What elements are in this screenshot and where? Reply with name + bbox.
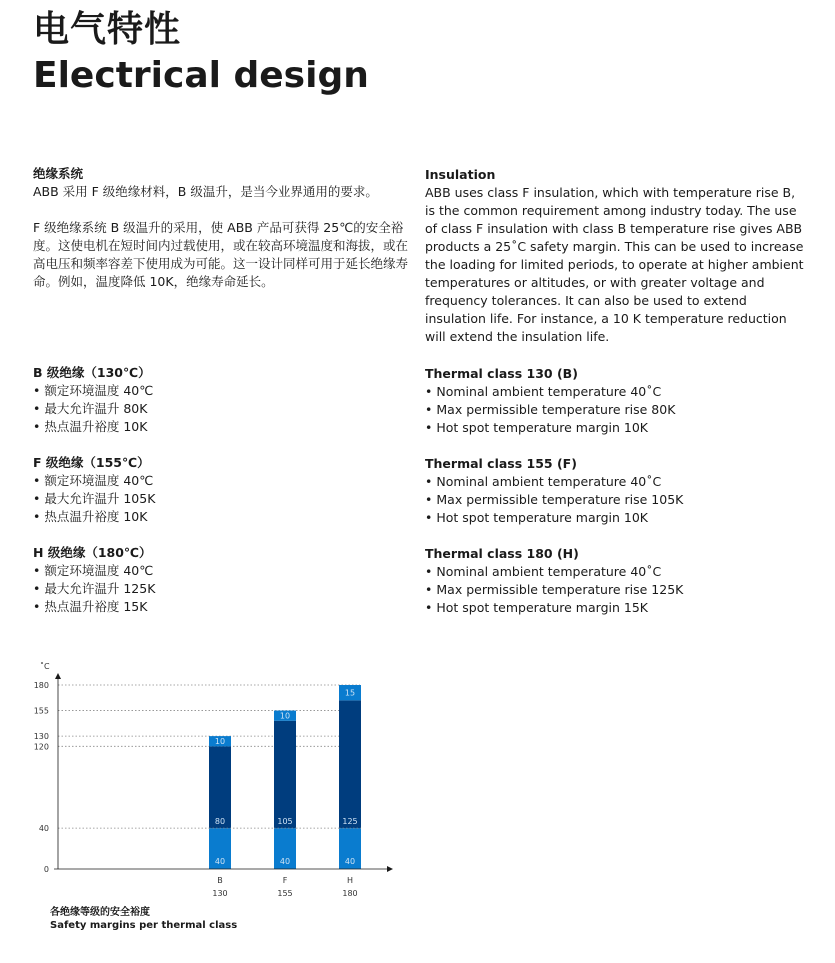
x-tick-value: 155: [277, 889, 293, 898]
y-axis-arrow-icon: [55, 673, 61, 679]
y-tick-label: 0: [43, 865, 49, 874]
y-tick-label: 130: [33, 732, 49, 742]
insulation-section-cn: [33, 165, 413, 291]
list-item: • Nominal ambient temperature 40˚C: [425, 383, 805, 401]
class-b-cn: [33, 364, 413, 436]
insulation-paragraph-en: ABB uses class F insulation, which with temperature rise B, is the common requirement among industry today. The use of class F insulation with class B temperature rise gives ABB products a 25˚C safety margin. This can be used to increase the loading for limited periods, to operate at higher ambient temperatures or altitudes, or with greater voltage and frequency tolerances. It can also be used to extend insulation life. For instance, a 10 K temperature reduction will extend the insulation life.: [425, 185, 804, 344]
x-tick-value: 130: [212, 889, 228, 898]
x-tick-letter: F: [282, 876, 288, 885]
bar-value-label: 10: [214, 737, 226, 747]
list-item: • 最大允许温升 105K: [33, 490, 413, 508]
class-heading-en: Thermal class 155 (F): [425, 456, 577, 471]
class-heading-cn: F 级绝缘（155℃）: [33, 455, 150, 470]
list-item: • Nominal ambient temperature 40˚C: [425, 473, 805, 491]
chart-caption-en: Safety margins per thermal class: [50, 920, 238, 931]
class-heading-cn: B 级绝缘（130℃）: [33, 365, 151, 380]
class-f-en: [425, 455, 805, 527]
x-axis-arrow-icon: [387, 866, 393, 872]
list-item: • Hot spot temperature margin 10K: [425, 509, 805, 527]
list-item: • Hot spot temperature margin 10K: [425, 419, 805, 437]
y-tick-label: 120: [33, 742, 49, 752]
chart-caption: [50, 906, 237, 932]
bar-value-label: 80: [214, 817, 226, 827]
bar-value-label: 105: [277, 817, 293, 827]
bar-segment-rise: [209, 746, 231, 828]
list-item: • Max permissible temperature rise 80K: [425, 401, 805, 419]
list-item: • 额定环境温度 40℃: [33, 472, 413, 490]
page-title-en: Electrical design: [33, 55, 369, 96]
list-item: • Max permissible temperature rise 125K: [425, 581, 805, 599]
insulation-paragraph-1-cn: ABB 采用 F 级绝缘材料，B 级温升，是当今业界通用的要求。: [33, 184, 378, 199]
y-tick-label: 180: [33, 681, 49, 690]
chart-caption-cn: 各绝缘等级的安全裕度: [50, 907, 150, 918]
class-b-en: [425, 365, 805, 437]
list-item: • 热点温升裕度 10K: [33, 418, 413, 436]
page-title-cn: 电气特性: [33, 9, 182, 50]
list-item: • 额定环境温度 40℃: [33, 382, 413, 400]
x-tick-letter: B: [217, 876, 223, 885]
bar-value-label: 40: [279, 857, 291, 866]
bar-segment-rise: [274, 721, 296, 828]
class-f-cn: [33, 454, 413, 526]
bar-value-label: 40: [344, 857, 356, 866]
list-item: • 最大允许温升 80K: [33, 400, 413, 418]
safety-margin-chart: [0, 650, 420, 905]
insulation-heading-cn: 绝缘系统: [33, 166, 84, 181]
bar-value-label: 125: [342, 817, 358, 827]
list-item: • Max permissible temperature rise 105K: [425, 491, 805, 509]
insulation-paragraph-2-cn: F 级绝缘系统 B 级温升的采用，使 ABB 产品可获得 25℃的安全裕度。这使电机在短时间内过载使用，或在较高环境温度和海拔，或在高电压和频率容差下使用成为可能。这一设计同样可用于延长绝缘寿命。例如，温度降低 10K，绝缘寿命延长。: [33, 220, 409, 289]
class-h-cn: [33, 544, 413, 616]
bar-segment-rise: [339, 700, 361, 828]
bar-value-label: 10: [279, 711, 291, 721]
class-heading-en: Thermal class 180 (H): [425, 546, 579, 561]
bar-value-label: 15: [344, 688, 356, 698]
list-item: • Hot spot temperature margin 15K: [425, 599, 805, 617]
list-item: • 热点温升裕度 15K: [33, 598, 413, 616]
class-h-en: [425, 545, 805, 617]
insulation-section-en: [425, 166, 805, 346]
list-item: • 额定环境温度 40℃: [33, 562, 413, 580]
x-tick-value: 180: [342, 889, 358, 898]
y-tick-label: 40: [38, 824, 49, 834]
y-tick-label: 155: [33, 706, 49, 716]
list-item: • Nominal ambient temperature 40˚C: [425, 563, 805, 581]
list-item: • 热点温升裕度 10K: [33, 508, 413, 526]
x-tick-letter: H: [346, 876, 354, 885]
class-heading-cn: H 级绝缘（180℃）: [33, 545, 152, 560]
y-axis-unit: ˚C: [40, 662, 50, 671]
insulation-heading-en: Insulation: [425, 167, 496, 182]
class-heading-en: Thermal class 130 (B): [425, 366, 578, 381]
bar-value-label: 40: [214, 857, 226, 866]
list-item: • 最大允许温升 125K: [33, 580, 413, 598]
